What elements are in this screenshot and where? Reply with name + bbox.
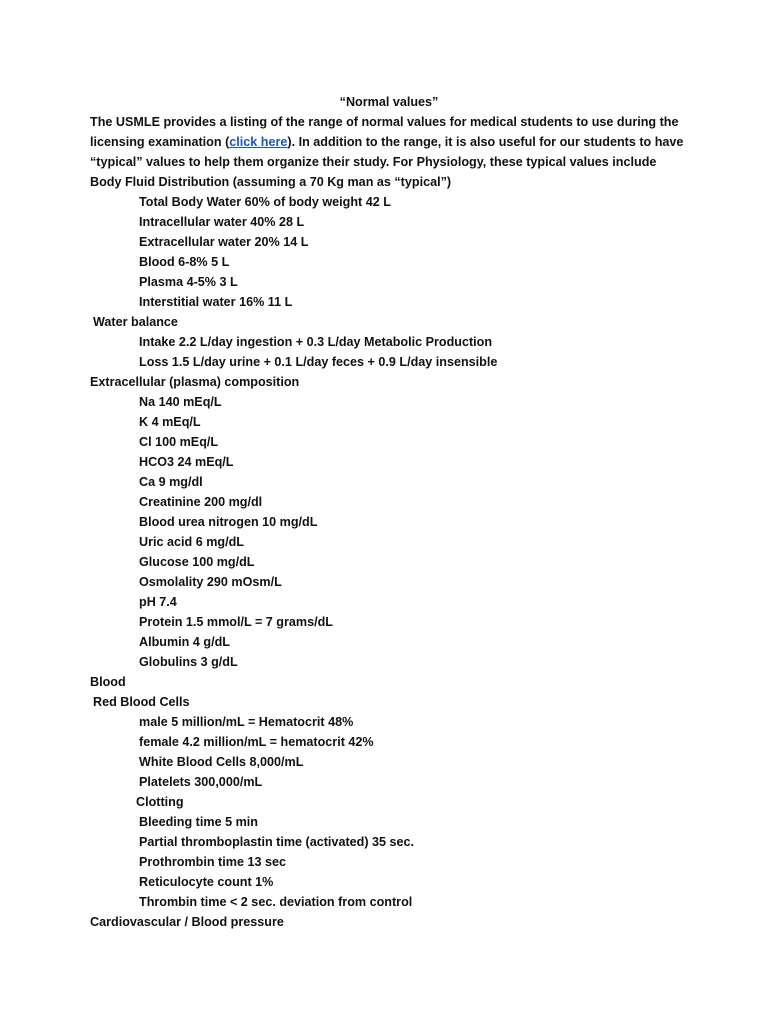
subsection-heading-clotting: Clotting bbox=[136, 795, 184, 809]
intro-line-3: “typical” values to help them organize their study. For Physiology, these typical values include bbox=[90, 155, 657, 169]
subsection-heading-red-blood-cells: Red Blood Cells bbox=[93, 695, 190, 709]
intro-paragraph bbox=[90, 112, 684, 172]
list-item: Thrombin time < 2 sec. deviation from control bbox=[139, 895, 413, 909]
section-heading-blood: Blood bbox=[90, 675, 126, 689]
list-item: Reticulocyte count 1% bbox=[139, 875, 274, 889]
section-heading-body-fluid: Body Fluid Distribution (assuming a 70 Kg man as “typical”) bbox=[90, 175, 452, 189]
list-item: Glucose 100 mg/dL bbox=[139, 555, 255, 569]
list-item: Extracellular water 20% 14 L bbox=[139, 235, 309, 249]
list-item: Platelets 300,000/mL bbox=[139, 775, 263, 789]
list-item: Intracellular water 40% 28 L bbox=[139, 215, 305, 229]
list-item: Blood 6-8% 5 L bbox=[139, 255, 230, 269]
list-item: Bleeding time 5 min bbox=[139, 815, 258, 829]
click-here-link[interactable]: click here bbox=[229, 135, 288, 149]
list-item: Cl 100 mEq/L bbox=[139, 435, 219, 449]
list-item: Partial thromboplastin time (activated) 35 sec. bbox=[139, 835, 415, 849]
list-item: Total Body Water 60% of body weight 42 L bbox=[139, 195, 391, 209]
section-heading-extracellular: Extracellular (plasma) composition bbox=[90, 375, 300, 389]
section-heading-water-balance: Water balance bbox=[93, 315, 178, 329]
intro-line-1: The USMLE provides a listing of the range of normal values for medical students to use during the bbox=[90, 115, 679, 129]
page-title: “Normal values” bbox=[339, 95, 439, 109]
list-item: Globulins 3 g/dL bbox=[139, 655, 238, 669]
list-item: Interstitial water 16% 11 L bbox=[139, 295, 293, 309]
list-item: K 4 mEq/L bbox=[139, 415, 201, 429]
intro-line-2 bbox=[90, 132, 684, 152]
list-item: Osmolality 290 mOsm/L bbox=[139, 575, 282, 589]
list-item: Albumin 4 g/dL bbox=[139, 635, 230, 649]
list-item: pH 7.4 bbox=[139, 595, 177, 609]
section-heading-cardiovascular: Cardiovascular / Blood pressure bbox=[90, 915, 284, 929]
list-item: Protein 1.5 mmol/L = 7 grams/dL bbox=[139, 615, 333, 629]
list-item: Loss 1.5 L/day urine + 0.1 L/day feces + 0.9 L/day insensible bbox=[139, 355, 498, 369]
list-item: Plasma 4-5% 3 L bbox=[139, 275, 238, 289]
list-item: Prothrombin time 13 sec bbox=[139, 855, 286, 869]
list-item: male 5 million/mL = Hematocrit 48% bbox=[139, 715, 354, 729]
list-item: Ca 9 mg/dl bbox=[139, 475, 203, 489]
list-item: Na 140 mEq/L bbox=[139, 395, 222, 409]
list-item: Uric acid 6 mg/dL bbox=[139, 535, 244, 549]
list-item: White Blood Cells 8,000/mL bbox=[139, 755, 304, 769]
list-item: Intake 2.2 L/day ingestion + 0.3 L/day Metabolic Production bbox=[139, 335, 493, 349]
list-item: HCO3 24 mEq/L bbox=[139, 455, 234, 469]
document-content bbox=[90, 92, 684, 932]
intro-line-2-end: ). In addition to the range, it is also useful for our students to have bbox=[287, 135, 684, 149]
list-item: Blood urea nitrogen 10 mg/dL bbox=[139, 515, 318, 529]
list-item: Creatinine 200 mg/dl bbox=[139, 495, 263, 509]
list-item: female 4.2 million/mL = hematocrit 42% bbox=[139, 735, 374, 749]
intro-line-2-start: licensing examination ( bbox=[90, 135, 230, 149]
